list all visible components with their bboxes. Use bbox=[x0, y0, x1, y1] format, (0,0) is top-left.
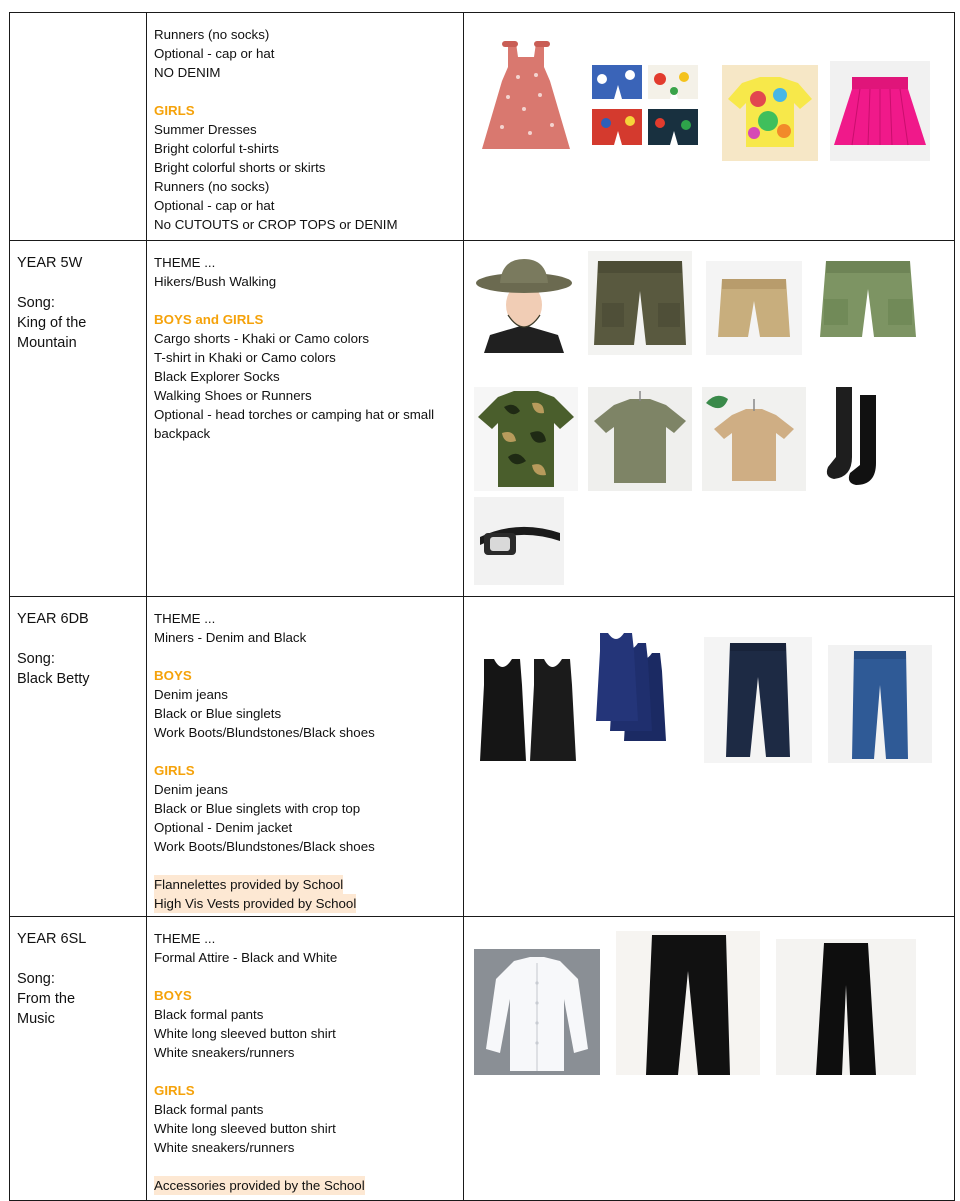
instruction-line: Runners (no socks) bbox=[154, 179, 270, 194]
instruction-line: Black Explorer Socks bbox=[154, 369, 280, 384]
black-pants-image bbox=[616, 931, 760, 1075]
green-cargo-shorts-image bbox=[816, 253, 920, 349]
year-cell bbox=[10, 917, 147, 1201]
instruction-line: Denim jeans bbox=[154, 782, 228, 797]
instruction-line: Work Boots/Blundstones/Black shoes bbox=[154, 725, 375, 740]
boys-girls-label: BOYS and GIRLS bbox=[154, 312, 264, 327]
instruction-line: Optional - Denim jacket bbox=[154, 820, 293, 835]
theme-label: THEME ... bbox=[154, 611, 216, 626]
song-label: Song: bbox=[17, 651, 55, 667]
theme-label: THEME ... bbox=[154, 255, 216, 270]
blue-jeans-image bbox=[828, 645, 932, 763]
images-cell bbox=[464, 241, 955, 597]
instruction-line: White long sleeved button shirt bbox=[154, 1121, 336, 1136]
black-socks-image bbox=[822, 381, 892, 491]
theme-label: THEME ... bbox=[154, 931, 216, 946]
black-singlets-image bbox=[478, 655, 578, 763]
instruction-line: Work Boots/Blundstones/Black shoes bbox=[154, 839, 375, 854]
school-provided-note: Flannelettes provided by School bbox=[154, 877, 344, 892]
floral-dress-image bbox=[478, 37, 574, 155]
instruction-line: No CUTOUTS or CROP TOPS or DENIM bbox=[154, 217, 398, 232]
instruction-line: NO DENIM bbox=[154, 65, 221, 80]
table-row bbox=[10, 13, 955, 241]
khaki-tshirt-image bbox=[702, 387, 806, 491]
instruction-line: Optional - cap or hat bbox=[154, 46, 275, 61]
instruction-line: Summer Dresses bbox=[154, 122, 257, 137]
school-provided-note: Accessories provided by the School bbox=[154, 1178, 365, 1193]
song-title: Mountain bbox=[17, 335, 77, 351]
olive-cargo-shorts-image bbox=[588, 251, 692, 355]
song-label: Song: bbox=[17, 295, 55, 311]
year-label: YEAR 5W bbox=[17, 255, 83, 271]
instruction-line: Denim jeans bbox=[154, 687, 228, 702]
instructions-cell bbox=[147, 917, 464, 1201]
table-row bbox=[10, 597, 955, 917]
printed-shorts-image bbox=[590, 59, 702, 151]
navy-singlets-image bbox=[594, 631, 676, 743]
instruction-line: Bright colorful t-shirts bbox=[154, 141, 279, 156]
year-cell bbox=[10, 241, 147, 597]
instruction-line: Optional - cap or hat bbox=[154, 198, 275, 213]
head-torch-image bbox=[474, 497, 564, 585]
girls-label: GIRLS bbox=[154, 763, 195, 778]
theme-text: Miners - Denim and Black bbox=[154, 630, 307, 645]
images-cell bbox=[464, 13, 955, 241]
costume-table bbox=[9, 12, 955, 1201]
fruit-tshirt-image bbox=[722, 65, 818, 161]
table-row bbox=[10, 917, 955, 1201]
camo-tshirt-image bbox=[474, 387, 578, 491]
instruction-line: Runners (no socks) bbox=[154, 27, 270, 42]
instruction-line: Black formal pants bbox=[154, 1007, 264, 1022]
black-wide-pants-image bbox=[776, 939, 916, 1075]
girls-label: GIRLS bbox=[154, 1083, 195, 1098]
boys-label: BOYS bbox=[154, 668, 192, 683]
images-cell bbox=[464, 597, 955, 917]
year-label: YEAR 6SL bbox=[17, 931, 87, 947]
theme-text: Hikers/Bush Walking bbox=[154, 274, 277, 289]
instruction-line: White sneakers/runners bbox=[154, 1140, 295, 1155]
instructions-cell bbox=[147, 13, 464, 241]
instruction-line: Black formal pants bbox=[154, 1102, 264, 1117]
instruction-line: White long sleeved button shirt bbox=[154, 1026, 336, 1041]
boys-label: BOYS bbox=[154, 988, 192, 1003]
year-cell bbox=[10, 13, 147, 241]
table-row bbox=[10, 241, 955, 597]
instructions-cell bbox=[147, 241, 464, 597]
year-cell bbox=[10, 597, 147, 917]
khaki-shorts-image bbox=[706, 261, 802, 355]
white-shirt-image bbox=[474, 949, 600, 1075]
pink-skirt-image bbox=[830, 61, 930, 161]
bucket-hat-image bbox=[474, 255, 574, 353]
song-label: Song: bbox=[17, 971, 55, 987]
year-label: YEAR 6DB bbox=[17, 611, 89, 627]
theme-text: Formal Attire - Black and White bbox=[154, 950, 338, 965]
instruction-line: White sneakers/runners bbox=[154, 1045, 295, 1060]
song-title: King of the bbox=[17, 315, 87, 331]
instruction-line: Bright colorful shorts or skirts bbox=[154, 160, 326, 175]
instruction-line: Black or Blue singlets with crop top bbox=[154, 801, 361, 816]
instructions-cell bbox=[147, 597, 464, 917]
school-provided-note: High Vis Vests provided by School bbox=[154, 896, 357, 911]
instruction-line: Cargo shorts - Khaki or Camo colors bbox=[154, 331, 370, 346]
girls-label: GIRLS bbox=[154, 103, 195, 118]
images-cell bbox=[464, 917, 955, 1201]
instruction-line: Black or Blue singlets bbox=[154, 706, 282, 721]
instruction-line: Optional - head torches or camping hat or small backpack bbox=[154, 407, 435, 441]
song-title: Black Betty bbox=[17, 671, 90, 687]
song-title: From the bbox=[17, 991, 76, 1007]
dark-jeans-image bbox=[704, 637, 812, 763]
song-title: Music bbox=[17, 1011, 55, 1027]
instruction-line: T-shirt in Khaki or Camo colors bbox=[154, 350, 336, 365]
olive-tshirt-image bbox=[588, 387, 692, 491]
instruction-line: Walking Shoes or Runners bbox=[154, 388, 312, 403]
